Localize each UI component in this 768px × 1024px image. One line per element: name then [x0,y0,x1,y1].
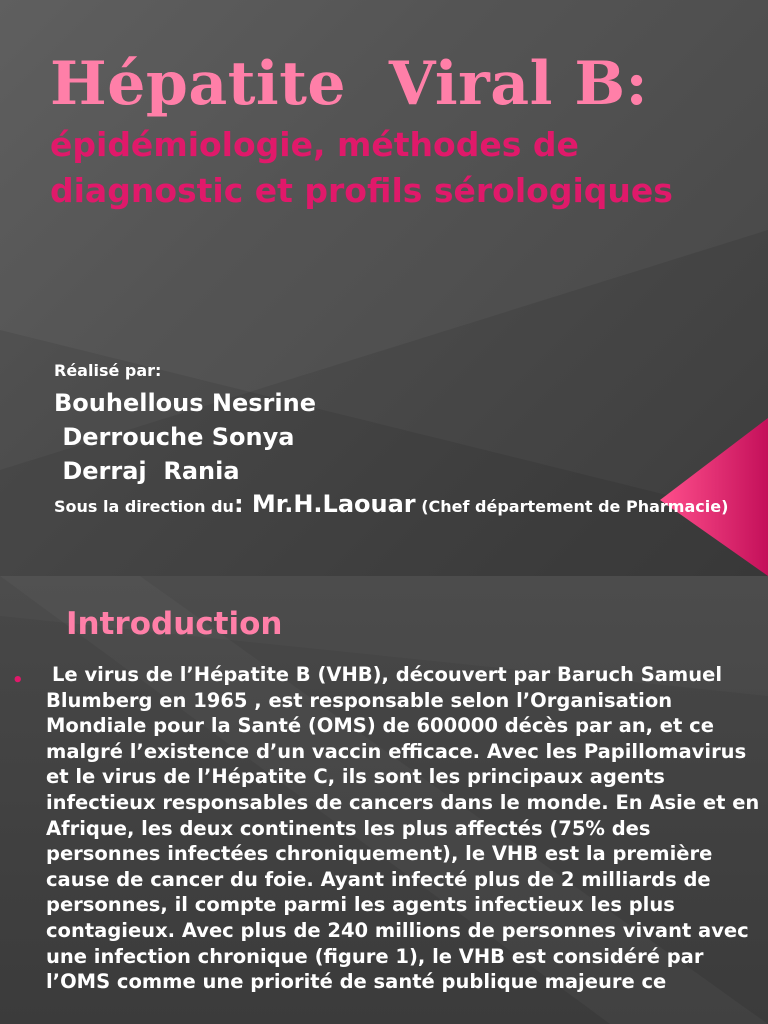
intro-paragraph: Le virus de l’Hépatite B (VHB), découvert par Baruch Samuel Blumberg en 1965 , est responsable selon l’Organisation Mondiale pour la Santé (OMS) de 600000 décès par an, et ce malgré l’existence d’un vaccin efficace. Avec les Papillomavirus et le virus de l’Hépatite C, ils sont les principaux agents infectieux responsables de cancers dans le monde. En Asie et en Afrique, les deux continents les plus affectés (75% des personnes infectées chroniquement), le VHB est la première cause de cancer du foie. Ayant infecté plus de 2 milliards de personnes, il compte parmi les agents infectieux les plus contagieux. Avec plus de 240 millions de personnes vivant avec une infection chronique (figure 1), le VHB est considéré par l’OMS comme une priorité de santé publique majeure ce [46,663,760,994]
author-name: Derraj Rania [54,457,240,485]
director-name: Mr.H.Laouar [251,490,416,518]
direction-colon: : [233,490,252,518]
director-role: (Chef département de Pharmacie) [415,497,729,516]
realise-label: Réalisé par: [54,361,162,380]
section-heading: Introduction [66,606,283,642]
bullet-marker: • [12,670,24,691]
slide-title: Hépatite Viral B: [50,49,649,119]
supervision-line [54,492,734,519]
author-name: Derrouche Sonya [54,423,295,451]
author-name: Bouhellous Nesrine [54,389,316,417]
introduction-slide [0,576,768,1024]
direction-label: Sous la direction du [54,497,234,516]
slide-subtitle: épidémiologie, méthodes de diagnostic et profils sérologiques [50,125,673,210]
